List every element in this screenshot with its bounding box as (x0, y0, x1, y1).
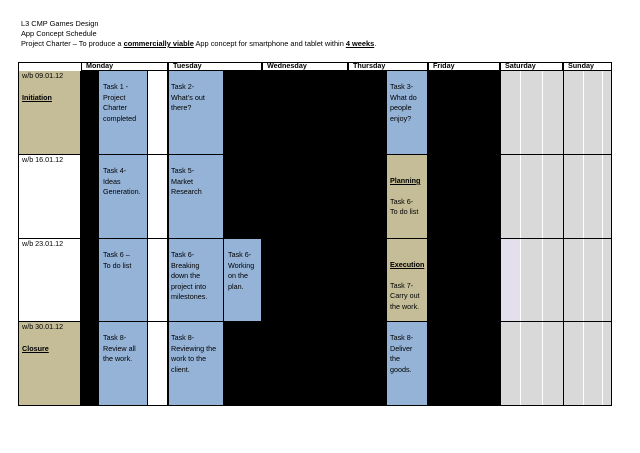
column-divider (500, 62, 501, 406)
row-separator (18, 238, 612, 239)
day-name: Saturday (505, 61, 536, 70)
column-divider (428, 62, 429, 406)
thursday-task-text: Task 3- What do people enjoy? (390, 82, 417, 123)
day-name: Monday (86, 61, 114, 70)
phase-label: Initiation (22, 92, 52, 102)
tuesday-blocked-cell (224, 322, 262, 406)
day-name: Thursday (353, 61, 386, 70)
thursday-task-cell (387, 155, 428, 239)
monday-task-text: Task 6 – To do list (103, 250, 132, 270)
thursday-task-cell (387, 239, 428, 322)
charter-emphasis-1: commercially viable (123, 39, 194, 48)
day-header-thursday (348, 62, 428, 71)
day-header-tuesday (168, 62, 262, 71)
tuesday-task-text: Task 5- Market Research (171, 166, 202, 196)
day-header-friday (428, 62, 500, 71)
week-label-cell (18, 71, 81, 155)
thursday-task-text: Task 7- Carry out the work. (390, 280, 420, 311)
tuesday-task-cell (168, 155, 224, 239)
tuesday-task-text: Task 2- What’s out there? (171, 82, 205, 112)
day-header-saturday (500, 62, 563, 71)
day-header-wednesday (262, 62, 348, 71)
column-divider (563, 62, 564, 406)
tuesday-task-cell (168, 239, 224, 322)
monday-task-text: Task 4- Ideas Generation. (103, 166, 141, 196)
tuesday-task-cell-2 (224, 239, 262, 322)
monday-task-text: Task 1 - Project Charter completed (103, 82, 137, 123)
thursday-task-cell (387, 71, 428, 155)
week-label-cell (18, 322, 81, 406)
thursday-phase-label: Planning (390, 176, 421, 185)
charter-text-2: App concept for smartphone and tablet within (193, 39, 346, 48)
day-name: Wednesday (267, 61, 307, 70)
day-name: Friday (433, 61, 455, 70)
tuesday-task-text: Task 8- Reviewing the work to the client. (171, 333, 217, 374)
monday-gap-cell (148, 71, 168, 155)
monday-gap-cell (148, 239, 168, 322)
phase-label: Closure (22, 343, 49, 353)
week-label: w/b 30.01.12 (22, 322, 64, 331)
week-label: w/b 23.01.12 (22, 239, 64, 248)
day-name: Sunday (568, 61, 594, 70)
day-name: Tuesday (173, 61, 202, 70)
column-divider (348, 62, 349, 406)
tuesday-task-cell (168, 71, 224, 155)
monday-gap-cell (148, 155, 168, 239)
tuesday-blocked-cell (224, 71, 262, 155)
week-label-cell (18, 155, 81, 239)
column-divider (81, 62, 82, 406)
week-label: w/b 09.01.12 (22, 71, 64, 80)
row-separator (18, 321, 612, 322)
week-label-cell (18, 239, 81, 322)
charter-emphasis-2: 4 weeks (345, 39, 375, 48)
monday-task-cell (99, 155, 148, 239)
monday-task-cell (99, 71, 148, 155)
schedule-title: App Concept Schedule (21, 29, 97, 38)
row-separator (18, 154, 612, 155)
course-title: L3 CMP Games Design (21, 19, 99, 28)
day-header-sunday (563, 62, 612, 71)
charter-text-1: Project Charter – To produce a (21, 39, 124, 48)
tuesday-task-text: Task 6- Breaking down the project into milestones. (171, 250, 208, 301)
day-header-monday (81, 62, 168, 71)
column-divider (168, 62, 169, 406)
week-label: w/b 16.01.12 (22, 155, 64, 164)
monday-task-cell (99, 322, 148, 406)
thursday-task-text: Task 6- To do list (390, 196, 419, 216)
thursday-task-cell (387, 322, 428, 406)
tuesday-blocked-cell (224, 155, 262, 239)
tuesday-task-cell (168, 322, 224, 406)
saturday-highlight-cell (500, 239, 520, 322)
charter-text-3: . (374, 39, 377, 48)
row-separator (18, 405, 612, 406)
monday-gap-cell (148, 322, 168, 406)
thursday-phase-label: Execution (390, 260, 425, 269)
tuesday-task-2-text: Task 6- Working on the plan. (228, 250, 255, 291)
monday-task-text: Task 8- Review all the work. (103, 333, 136, 363)
thursday-task-text: Task 8- Deliver the goods. (390, 333, 414, 374)
monday-task-cell (99, 239, 148, 322)
column-divider (262, 62, 263, 406)
